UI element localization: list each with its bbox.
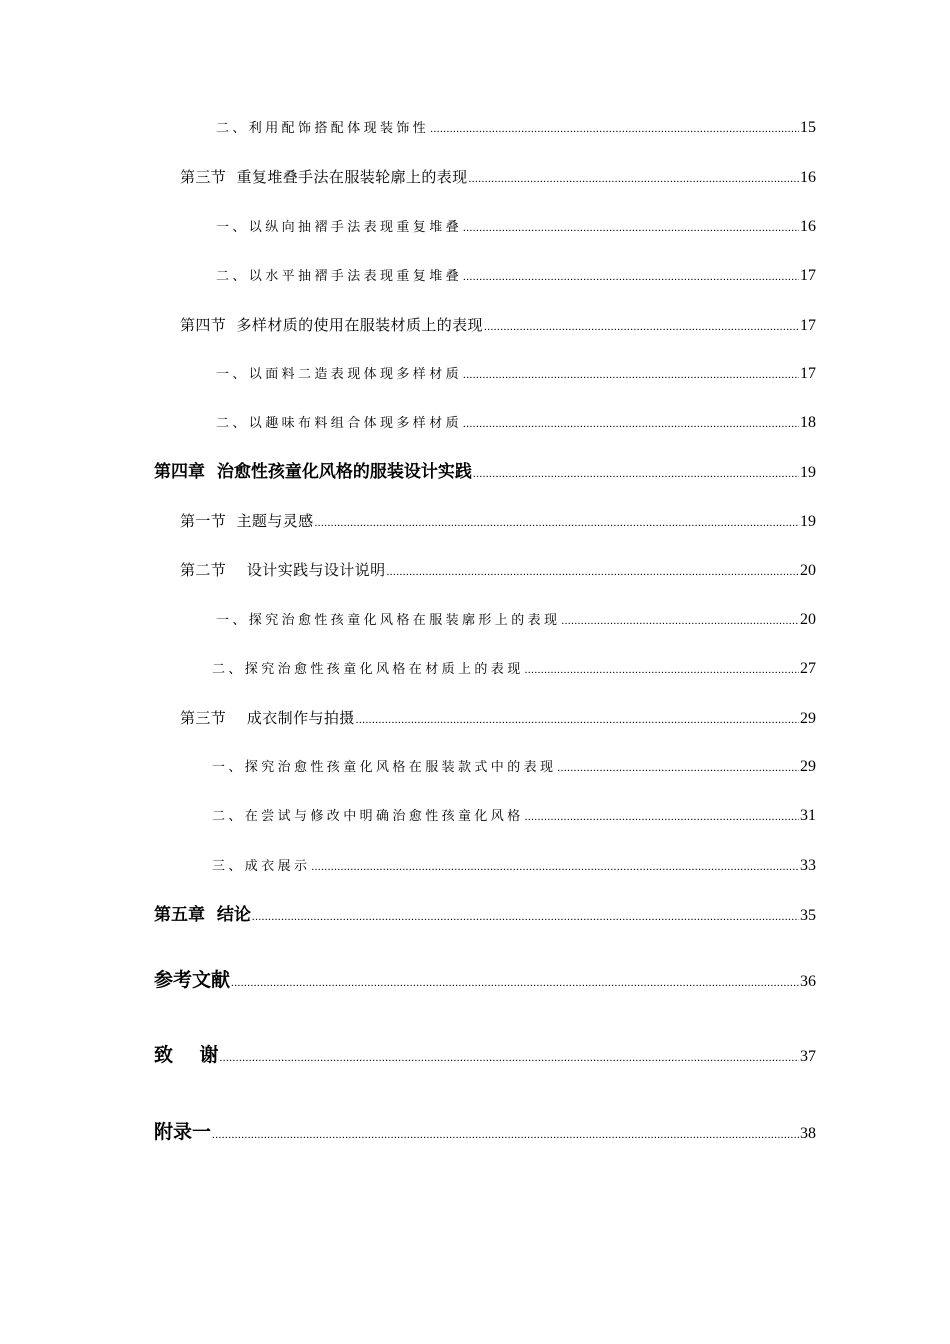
toc-entry[interactable] bbox=[216, 412, 816, 434]
toc-entry-page: 18 bbox=[800, 414, 816, 431]
toc-entry-title: 第五章 结论 bbox=[154, 905, 251, 925]
dot-leader bbox=[430, 118, 799, 140]
toc-entry-title: 一、探究治愈性孩童化风格在服装款式中的表现 bbox=[212, 760, 557, 775]
toc-entry[interactable] bbox=[216, 363, 816, 385]
dot-leader bbox=[386, 561, 799, 583]
toc-entry[interactable] bbox=[180, 166, 816, 188]
toc-entry-title: 第四章 治愈性孩童化风格的服装设计实践 bbox=[154, 462, 472, 482]
toc-entry[interactable] bbox=[212, 855, 816, 877]
toc-entry-title: 第一节 主题与灵感 bbox=[180, 512, 314, 530]
toc-chapter[interactable] bbox=[154, 461, 816, 483]
toc-entry-title: 二、利用配饰搭配体现装饰性 bbox=[216, 121, 430, 136]
toc-entry-title: 一、以面料二造表现体现多样材质 bbox=[216, 367, 463, 382]
toc-entry-page: 16 bbox=[800, 169, 816, 186]
toc-entry-page: 20 bbox=[800, 611, 816, 628]
dot-leader bbox=[469, 168, 799, 190]
toc-entry-page: 35 bbox=[800, 907, 816, 924]
dot-leader bbox=[463, 266, 799, 288]
toc-entry-page: 19 bbox=[800, 464, 816, 481]
toc-chapter[interactable] bbox=[154, 1044, 816, 1066]
toc-entry-page: 29 bbox=[800, 758, 816, 775]
toc-entry-title: 一、探究治愈性孩童化风格在服装廓形上的表现 bbox=[216, 613, 561, 628]
toc-entry-title: 附录一 bbox=[154, 1121, 212, 1143]
dot-leader bbox=[311, 856, 799, 878]
toc-entry-title: 三、成衣展示 bbox=[212, 859, 311, 874]
toc-entry-title: 第二节 设计实践与设计说明 bbox=[180, 561, 386, 579]
toc-entry-page: 27 bbox=[800, 660, 816, 677]
toc-entry-page: 29 bbox=[800, 710, 816, 727]
toc-chapter[interactable] bbox=[154, 969, 816, 991]
toc-entry-page: 16 bbox=[800, 218, 816, 235]
toc-entry[interactable] bbox=[216, 265, 816, 287]
dot-leader bbox=[219, 1047, 799, 1069]
toc-entry-page: 15 bbox=[800, 119, 816, 136]
toc-entry-page: 20 bbox=[800, 562, 816, 579]
toc-entry-page: 37 bbox=[800, 1048, 816, 1065]
toc-entry-title: 二、探究治愈性孩童化风格在材质上的表现 bbox=[212, 662, 524, 677]
toc-entry-title: 参考文献 bbox=[154, 969, 231, 991]
dot-leader bbox=[525, 806, 799, 828]
toc-entry-page: 36 bbox=[800, 973, 816, 990]
toc-entry-title: 一、以纵向抽褶手法表现重复堆叠 bbox=[216, 220, 463, 235]
toc-entry-page: 33 bbox=[800, 857, 816, 874]
toc-entry[interactable] bbox=[216, 216, 816, 238]
dot-leader bbox=[252, 906, 799, 928]
toc-entry[interactable] bbox=[212, 658, 816, 680]
toc-chapter[interactable] bbox=[154, 1121, 816, 1143]
toc-entry[interactable] bbox=[180, 314, 816, 336]
toc-entry-title: 二、在尝试与修改中明确治愈性孩童化风格 bbox=[212, 809, 524, 824]
toc-entry-page: 31 bbox=[800, 807, 816, 824]
toc-entry[interactable] bbox=[212, 805, 816, 827]
toc-entry-page: 19 bbox=[800, 513, 816, 530]
toc-entry-page: 17 bbox=[800, 267, 816, 284]
toc-entry-page: 38 bbox=[800, 1125, 816, 1142]
toc-entry-title: 二、以趣味布料组合体现多样材质 bbox=[216, 416, 463, 431]
toc-entry-title: 第四节 多样材质的使用在服装材质上的表现 bbox=[180, 316, 483, 334]
dot-leader bbox=[212, 1124, 799, 1146]
toc-entry[interactable] bbox=[180, 510, 816, 532]
dot-leader bbox=[315, 512, 799, 534]
dot-leader bbox=[557, 757, 799, 779]
dot-leader bbox=[463, 364, 799, 386]
dot-leader bbox=[356, 709, 799, 731]
toc-entry[interactable] bbox=[216, 609, 816, 631]
dot-leader bbox=[231, 972, 799, 994]
toc-entry-page: 17 bbox=[800, 317, 816, 334]
toc-chapter[interactable] bbox=[154, 904, 816, 926]
toc-entry-title: 二、以水平抽褶手法表现重复堆叠 bbox=[216, 269, 463, 284]
toc-entry[interactable] bbox=[180, 559, 816, 581]
dot-leader bbox=[561, 610, 799, 632]
toc-entry-title: 致 谢 bbox=[154, 1044, 219, 1066]
dot-leader bbox=[525, 659, 799, 681]
toc-entry-title: 第三节 重复堆叠手法在服装轮廓上的表现 bbox=[180, 168, 468, 186]
toc-entry[interactable] bbox=[180, 707, 816, 729]
toc-entry[interactable] bbox=[216, 117, 816, 139]
toc-entry-page: 17 bbox=[800, 365, 816, 382]
dot-leader bbox=[473, 463, 799, 485]
dot-leader bbox=[484, 316, 799, 338]
toc-entry[interactable] bbox=[212, 756, 816, 778]
dot-leader bbox=[463, 217, 799, 239]
toc-entry-title: 第三节 成衣制作与拍摄 bbox=[180, 709, 355, 727]
dot-leader bbox=[463, 413, 799, 435]
